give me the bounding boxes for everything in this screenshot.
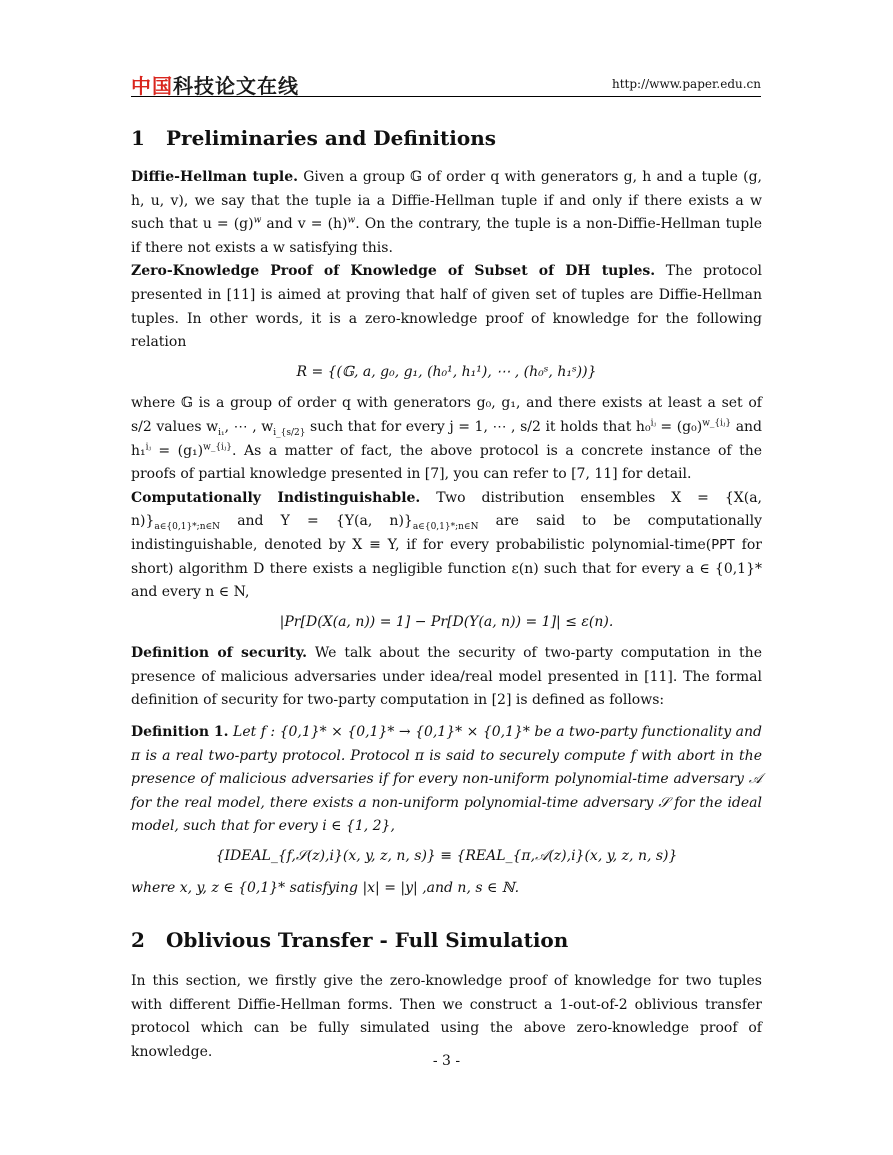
zk-where-paragraph [131, 392, 762, 486]
zk-text: . [232, 442, 237, 459]
section2-paragraph: In this section, we firstly give the zero-knowledge proof of knowledge for two tuples with different Diffie-Hellman forms. Then we construct a 1-out-of-2 oblivious transfer protocol which can be fully simulated using the above zero-knowledge proof of knowledge. [131, 973, 762, 1060]
ci-sub: a∈{0,1}*;n∈N [154, 522, 221, 533]
zk-sub: i_{s/2} [273, 427, 306, 438]
dh-tuple-label: Diffie-Hellman tuple. [131, 169, 298, 185]
zk-text: , ⋯ , w [224, 418, 274, 435]
section-title: Oblivious Transfer - Full Simulation [166, 928, 569, 953]
main-content [131, 118, 762, 1065]
zk-text: such that for every j = 1, ⋯ , s/2 it holds that h₀ [305, 418, 651, 435]
page-header [131, 68, 761, 97]
dh-tuple-paragraph [131, 166, 762, 260]
zk-text: = (g₁) [150, 442, 204, 459]
page-number: - 3 - [432, 1053, 461, 1069]
relation-formula: R = {(𝔾, a, g₀, g₁, (h₀¹, h₁¹), ⋯ , (h₀ˢ, h₁ˢ))} [296, 363, 597, 380]
ideal-real-formula: {IDEAL_{f,𝒮(z),i}(x, y, z, n, s)} ≡ {REAL_{π,𝒜(z),i}(x, y, z, n, s)} [215, 848, 678, 865]
zk-sub: i₁ [218, 427, 225, 438]
zk-sup: iⱼ [145, 441, 151, 452]
dh-tuple-text: Given a group 𝔾 of order q with generators g, h and a tuple (g, h, u, v), we say that the tuple ia a Diffie-Hellman tuple if and only if there exists a w such that u = (g) [131, 169, 762, 233]
definition-label: Definition 1. [131, 724, 229, 741]
logo-red-text: 中国 [131, 74, 173, 98]
zk-text: where 𝔾 is a group of order q with generators g₀, g₁, and there exists at least a set of s/2 values w [131, 395, 762, 435]
section-heading-2 [131, 920, 762, 960]
zk-text: and h₁ [131, 418, 763, 459]
zk-sup: iⱼ [650, 418, 656, 429]
definition-where: where x, y, z ∈ {0,1}* satisfying |x| = |y| ,and n, s ∈ ℕ. [131, 879, 520, 896]
dh-tuple-text: . On the contrary, the tuple is a non-Diffie-Hellman tuple if there not exists a w satisfying this. [131, 216, 762, 256]
ci-sub: a∈{0,1}*;n∈N [412, 522, 479, 533]
dh-tuple-text: and v = (h) [261, 216, 348, 233]
security-paragraph [131, 642, 762, 713]
section-number: 1 [131, 126, 145, 150]
ci-text: Two distribution ensembles X = {X(a, n)} [131, 489, 762, 530]
zk-text: = (g₀) [655, 418, 703, 435]
zk-sup: w_{iⱼ} [203, 441, 233, 452]
logo-dark-text: 科技论文在线 [173, 74, 299, 98]
ci-paragraph [131, 487, 762, 605]
ci-text: for short) algorithm D there exists a negligible function ε(n) such that for every a ∈ {0,1}* and every n ∈ N, [131, 536, 762, 601]
dh-sup: w [253, 215, 262, 226]
section-heading-1 [131, 118, 762, 158]
ci-text: are said to be computationally indistinguishable, denoted by X ≡ Y, if for every probabilistic polynomial-time( [131, 513, 762, 553]
definition-text: Let f : {0,1}* × {0,1}* → {0,1}* × {0,1}* be a two-party functionality and π is a real two-party protocol. Protocol π is said to securely compute f with abort in the presence of malicious adversaries if for every non-uniform polynomial-time adversary 𝒜 for the real model, there exists a non-uniform polynomial-time adversary 𝒮 for the ideal model, such that for every i ∈ {1, 2}, [131, 724, 762, 835]
ci-label: Computationally Indistinguishable. [131, 489, 421, 506]
ci-formula: |Pr[D(X(a, n)) = 1] − Pr[D(Y(a, n)) = 1]| ≤ ε(n). [279, 613, 614, 630]
security-text: We talk about the security of two-party computation in the presence of malicious adversaries under idea/real model presented in [11]. The formal definition of security for two-party computation in [2] is defined as follows: [131, 645, 762, 709]
ppt-text: PPT [711, 537, 735, 553]
section-title: Preliminaries and Definitions [166, 126, 497, 150]
zk-label: Zero-Knowledge Proof of Knowledge of Subset of DH tuples. [131, 263, 656, 280]
header-url: http://www.paper.edu.cn [611, 77, 761, 91]
zk-text: As a matter of fact, the above protocol is a concrete instance of the proofs of partial knowledge presented in [7], you can refer to [7, 11] for detail. [131, 442, 762, 483]
zk-sup: w_{iⱼ} [702, 418, 732, 429]
ci-text: and Y = {Y(a, n)} [220, 513, 413, 530]
zk-text: The protocol presented in [11] is aimed at proving that half of given set of tuples are Diffie-Hellman tuples. In other words, it is a zero-knowledge proof of knowledge for the following relation [131, 263, 762, 351]
section-number: 2 [131, 928, 145, 953]
security-label: Definition of security. [131, 645, 308, 662]
definition-1 [131, 721, 762, 839]
journal-logo [131, 70, 299, 99]
zk-paragraph [131, 260, 762, 354]
dh-sup: w [347, 215, 356, 226]
